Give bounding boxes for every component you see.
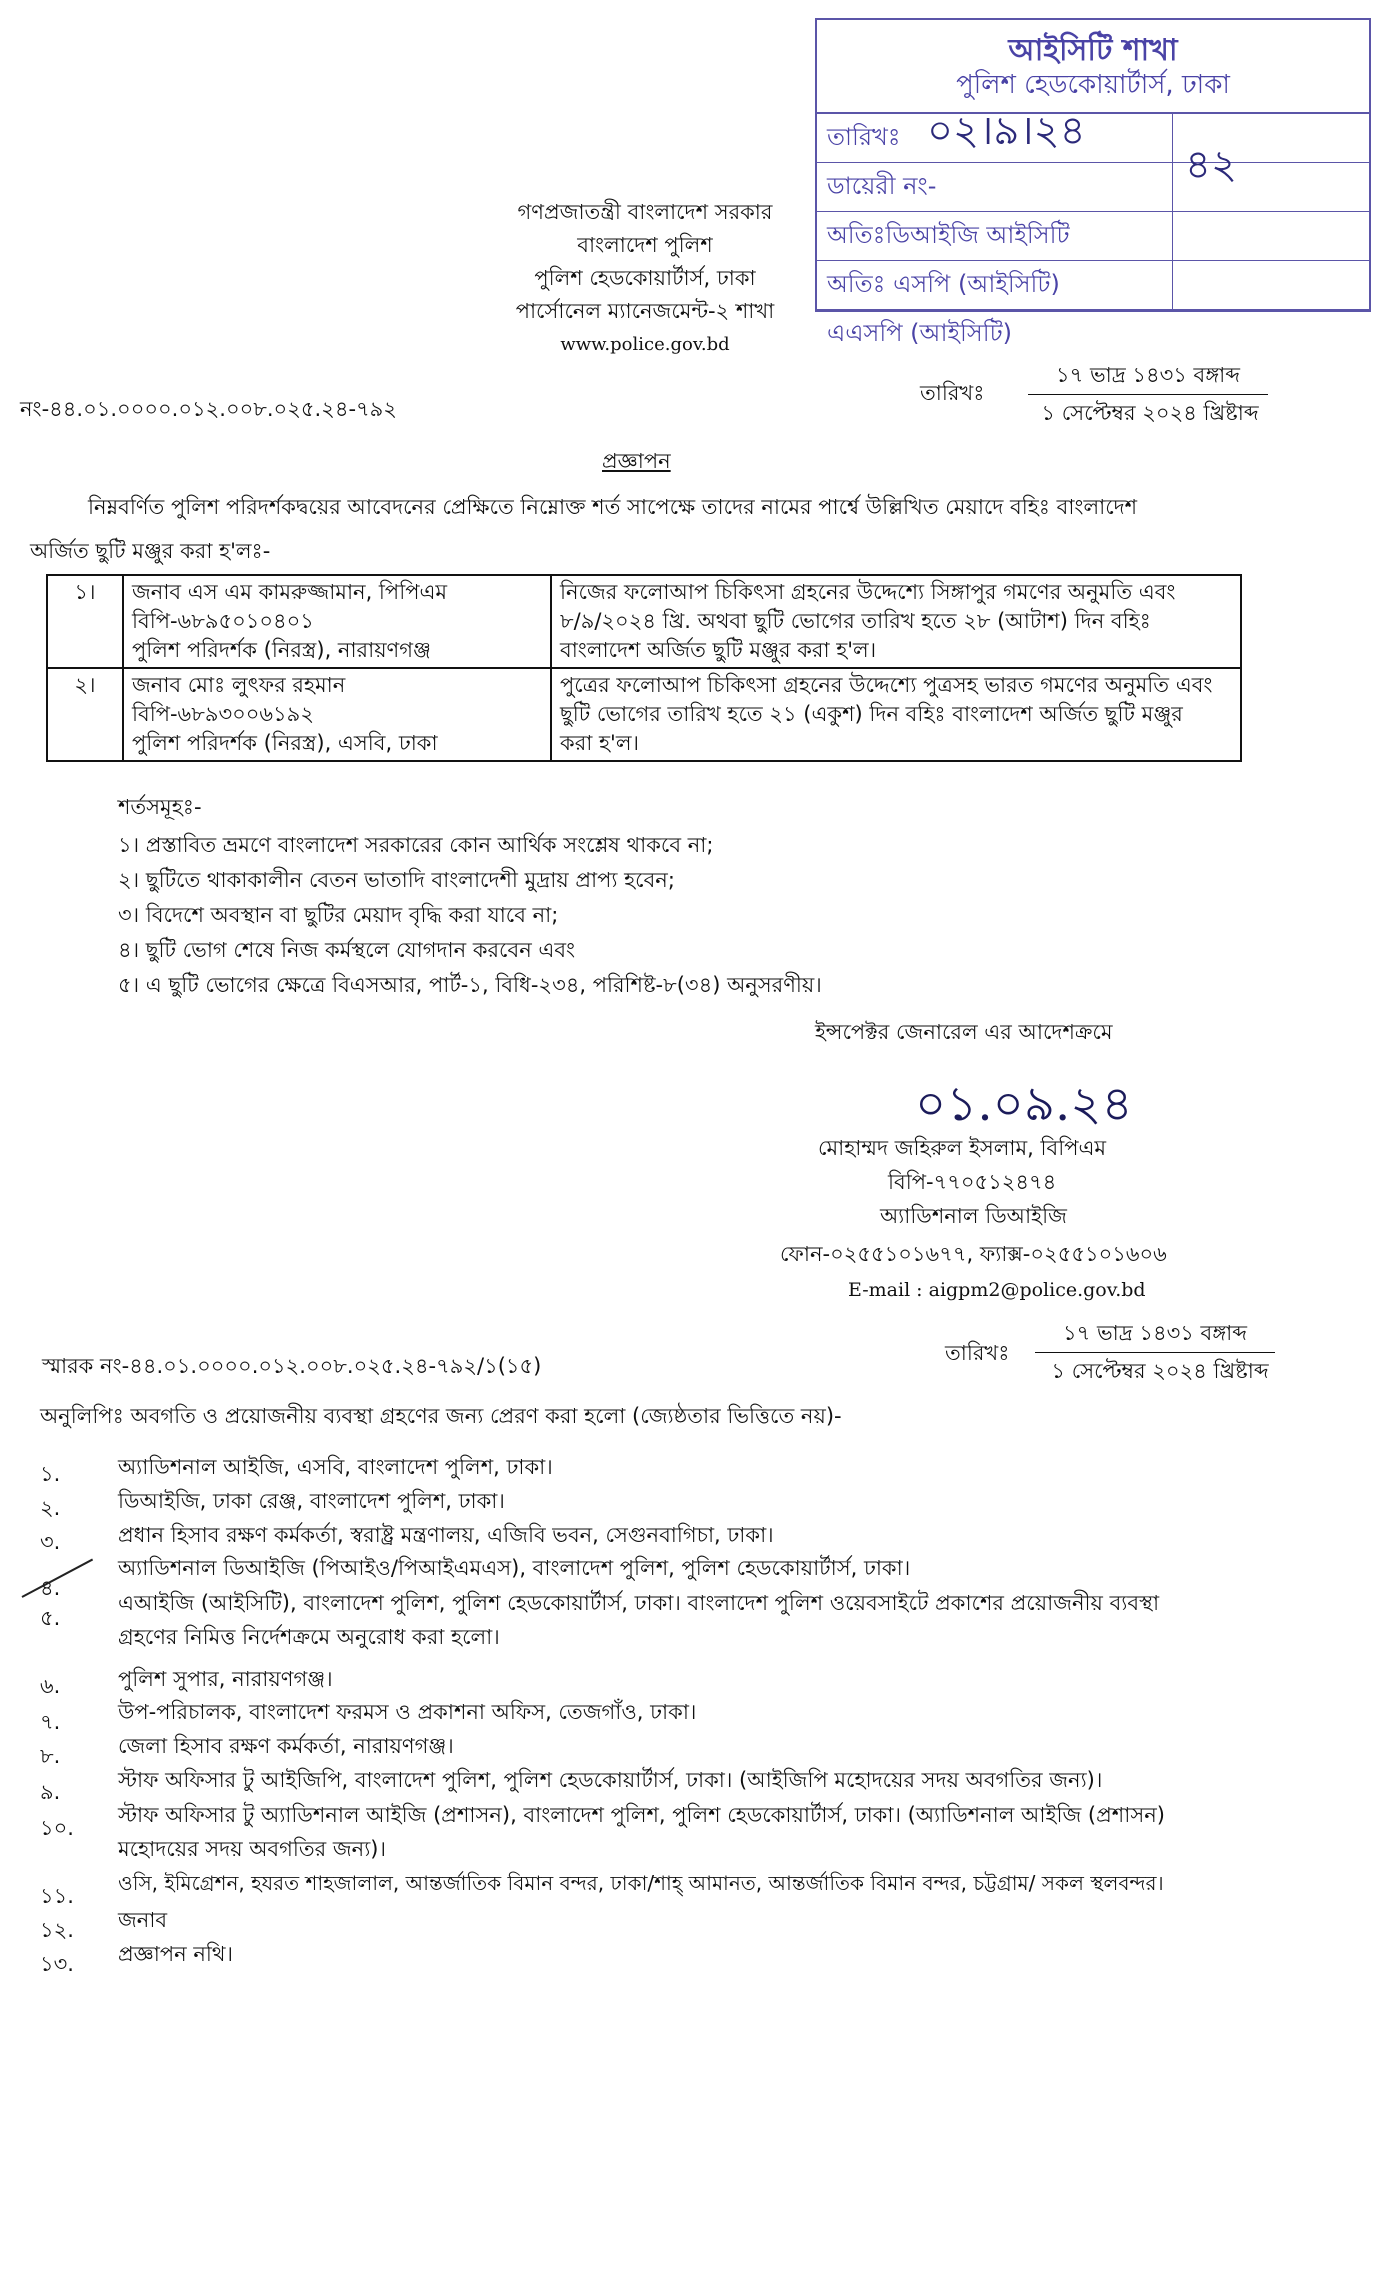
recipient-text-continued: মহোদয়ের সদয় অবগতির জন্য)। xyxy=(118,1837,386,1861)
recipient-number: ১৩. xyxy=(40,1952,74,1976)
recipient-text: জেলা হিসাব রক্ষণ কর্মকর্তা, নারায়ণগঞ্জ। xyxy=(118,1734,454,1758)
signatory-phone-fax: ফোন-০২৫৫১০১৬৭৭, ফ্যাক্স-০২৫৫১০১৬০৬ xyxy=(780,1242,1167,1266)
condition-item: ৩। বিদেশে অবস্থান বা ছুটির মেয়াদ বৃদ্ধি করা যাবে না; xyxy=(118,903,559,927)
govt-header-line4: পার্সোনেল ম্যানেজমেন্ট-২ শাখা xyxy=(515,299,775,323)
stamp-row-label: এএসপি (আইসিটি) xyxy=(827,319,1013,347)
table-cell-serial: ২। xyxy=(47,668,123,761)
officer-bp-number: বিপি-৬৮৯৩০০৬১৯২ xyxy=(132,702,314,726)
govt-header-line2: বাংলাদেশ পুলিশ xyxy=(577,233,713,257)
officer-name: জনাব এস এম কামরুজ্জামান, পিপিএম xyxy=(132,580,448,604)
stamp-title: আইসিটি শাখা xyxy=(1008,33,1178,68)
details-line: বাংলাদেশ অর্জিত ছুটি মঞ্জুর করা হ'ল। xyxy=(560,638,877,662)
recipient-number: ৮. xyxy=(40,1744,61,1768)
copy-memo-date-bangla: ১৭ ভাদ্র ১৪৩১ বঙ্গাব্দ xyxy=(1063,1321,1247,1345)
recipient-text: প্রধান হিসাব রক্ষণ কর্মকর্তা, স্বরাষ্ট্র মন্ত্রণালয়, এজিবি ভবন, সেগুনবাগিচা, ঢাকা। xyxy=(118,1523,774,1547)
govt-header-line1: গণপ্রজাতন্ত্রী বাংলাদেশ সরকার xyxy=(517,200,773,224)
recipient-number: ১২. xyxy=(40,1918,74,1942)
recipient-text: অ্যাডিশনাল ডিআইজি (পিআইও/পিআইএমএস), বাংলাদেশ পুলিশ, পুলিশ হেডকোয়ার্টার্স, ঢাকা। xyxy=(118,1556,911,1580)
table-cell-details xyxy=(551,575,1241,668)
details-line: নিজের ফলোআপ চিকিৎসা গ্রহনের উদ্দেশ্যে সিঙ্গাপুর গমণের অনুমতি এবং xyxy=(560,580,1176,604)
copy-memo-number: স্মারক নং-৪৪.০১.০০০০.০১২.০০৮.০২৫.২৪-৭৯২/১(১৫) xyxy=(42,1354,542,1378)
recipient-text: জনাব xyxy=(118,1908,168,1932)
recipient-number: ১০. xyxy=(40,1816,74,1840)
recipient-number: ২. xyxy=(40,1496,61,1520)
memo-date-gregorian: ১ সেপ্টেম্বর ২০২৪ খ্রিষ্টাব্দ xyxy=(1041,401,1259,425)
stamp-grid xyxy=(817,108,1369,347)
leave-grant-table xyxy=(46,574,1242,762)
details-line: করা হ'ল। xyxy=(560,731,639,755)
memo-number: নং-৪৪.০১.০০০০.০১২.০০৮.০২৫.২৪-৭৯২ xyxy=(20,397,397,421)
recipient-text: অ্যাডিশনাল আইজি, এসবি, বাংলাদেশ পুলিশ, ঢাকা। xyxy=(118,1455,553,1479)
table-cell-officer xyxy=(123,668,551,761)
recipient-number: ১১. xyxy=(40,1884,74,1908)
notice-intro-line2: অর্জিত ছুটি মঞ্জুর করা হ'লঃ- xyxy=(30,539,271,563)
signatory-designation: অ্যাডিশনাল ডিআইজি xyxy=(880,1204,1067,1228)
condition-item: ২। ছুটিতে থাকাকালীন বেতন ভাতাদি বাংলাদেশী মুদ্রায় প্রাপ্য হবেন; xyxy=(118,868,675,892)
recipient-number: ৫. xyxy=(40,1606,61,1630)
memo-date-label: তারিখঃ xyxy=(920,381,985,405)
table-cell-serial: ১। xyxy=(47,575,123,668)
copy-memo-intro: অনুলিপিঃ অবগতি ও প্রয়োজনীয় ব্যবস্থা গ্রহণের জন্য প্রেরণ করা হলো (জ্যেষ্ঠতার ভিত্তিতে নয়)- xyxy=(40,1404,842,1428)
table-row xyxy=(47,575,1241,668)
details-line: ৮/৯/২০২৪ খ্রি. অথবা ছুটি ভোগের তারিখ হতে ২৮ (আটাশ) দিন বহিঃ xyxy=(560,609,1151,633)
stamp-row-label: ডায়েরী নং- xyxy=(827,172,937,200)
copy-memo-date-gregorian: ১ সেপ্টেম্বর ২০২৪ খ্রিষ্টাব্দ xyxy=(1051,1359,1269,1383)
recipient-text-continued: গ্রহণের নিমিত্ত নির্দেশক্রমে অনুরোধ করা হলো। xyxy=(118,1625,500,1649)
details-line: ছুটি ভোগের তারিখ হতে ২১ (একুশ) দিন বহিঃ বাংলাদেশ অর্জিত ছুটি মঞ্জুর xyxy=(560,702,1183,726)
notice-heading: প্রজ্ঞাপন xyxy=(602,449,671,473)
website-link[interactable]: www.police.gov.bd xyxy=(560,334,730,355)
stamp-subtitle: পুলিশ হেডকোয়ার্টার্স, ঢাকা xyxy=(956,70,1230,100)
recipient-number: ৯. xyxy=(40,1780,61,1804)
stamp-row-label: অতিঃ এসপি (আইসিটি) xyxy=(827,270,1060,298)
stamp-row-asp xyxy=(817,310,1369,358)
stamp-row-diary xyxy=(817,163,1369,212)
recipient-text: পুলিশ সুপার, নারায়ণগঞ্জ। xyxy=(118,1667,333,1691)
officer-bp-number: বিপি-৬৮৯৫০১০৪০১ xyxy=(132,609,314,633)
table-cell-details xyxy=(551,668,1241,761)
signatory-name: মোহাম্মদ জহিরুল ইসলাম, বিপিএম xyxy=(818,1136,1107,1160)
stamp-row-addl-sp xyxy=(817,261,1369,310)
conditions-heading: শর্তসমূহঃ- xyxy=(118,795,202,819)
condition-item: ১। প্রস্তাবিত ভ্রমণে বাংলাদেশ সরকারের কোন আর্থিক সংশ্লেষ থাকবে না; xyxy=(118,833,714,857)
condition-item: ৫। এ ছুটি ভোগের ক্ষেত্রে বিএসআর, পার্ট-১, বিধি-২৩৪, পরিশিষ্ট-৮(৩৪) অনুসরণীয়। xyxy=(118,973,822,997)
order-line: ইন্সপেক্টর জেনারেল এর আদেশক্রমে xyxy=(815,1020,1113,1044)
signatory-email[interactable]: E-mail : aigpm2@police.gov.bd xyxy=(848,1279,1146,1301)
recipient-text: এআইজি (আইসিটি), বাংলাদেশ পুলিশ, পুলিশ হেডকোয়ার্টার্স, ঢাকা। বাংলাদেশ পুলিশ ওয়েবসাইটে প্রকাশের প্রয়োজনীয় ব্যবস্থা xyxy=(118,1591,1160,1615)
officer-name: জনাব মোঃ লুৎফর রহমান xyxy=(132,673,346,697)
recipient-number: ১. xyxy=(40,1462,61,1486)
memo-date-bangla: ১৭ ভাদ্র ১৪৩১ বঙ্গাব্দ xyxy=(1056,363,1240,387)
recipient-text: ডিআইজি, ঢাকা রেঞ্জ, বাংলাদেশ পুলিশ, ঢাকা। xyxy=(118,1489,505,1513)
recipient-text: স্টাফ অফিসার টু আইজিপি, বাংলাদেশ পুলিশ, পুলিশ হেডকোয়ার্টার্স, ঢাকা। (আইজিপি মহোদয়ের সদয় অবগতির জন্য)। xyxy=(118,1768,1103,1792)
stamp-handwritten-date: ০২।৯।২৪ xyxy=(927,108,1086,154)
recipient-number: ৪. xyxy=(40,1576,61,1600)
notice-intro-line1: নিম্নবর্ণিত পুলিশ পরিদর্শকদ্বয়ের আবেদনের প্রেক্ষিতে নিম্নোক্ত শর্ত সাপেক্ষে তাদের নামের পার্শ্বে উল্লিখিত মেয়াদে বহিঃ বাংলাদেশ xyxy=(88,495,1138,519)
ict-received-stamp xyxy=(815,18,1371,347)
govt-header-line3: পুলিশ হেডকোয়ার্টার্স, ঢাকা xyxy=(534,266,756,290)
stamp-row-label: অতিঃডিআইজি আইসিটি xyxy=(827,221,1070,249)
table-row xyxy=(47,668,1241,761)
stamp-row-label: তারিখঃ xyxy=(827,123,901,151)
recipient-text: স্টাফ অফিসার টু অ্যাডিশনাল আইজি (প্রশাসন), বাংলাদেশ পুলিশ, পুলিশ হেডকোয়ার্টার্স, ঢাকা। (অ্যাডিশনাল আইজি (প্রশাসন) xyxy=(118,1803,1165,1827)
copy-memo-date-label: তারিখঃ xyxy=(945,1341,1010,1365)
details-line: পুত্রের ফলোআপ চিকিৎসা গ্রহনের উদ্দেশ্যে পুত্রসহ ভারত গমণের অনুমতি এবং xyxy=(560,673,1213,697)
officer-post: পুলিশ পরিদর্শক (নিরস্ত্র), এসবি, ঢাকা xyxy=(132,731,438,755)
recipient-text: প্রজ্ঞাপন নথি। xyxy=(118,1942,233,1966)
recipient-number: ৬. xyxy=(40,1674,61,1698)
recipient-text: উপ-পরিচালক, বাংলাদেশ ফরমস ও প্রকাশনা অফিস, তেজগাঁও, ঢাকা। xyxy=(118,1700,697,1724)
stamp-handwritten-mark: ৪২ xyxy=(1185,142,1237,188)
recipient-number: ৩. xyxy=(40,1530,61,1554)
recipient-number: ৭. xyxy=(40,1710,61,1734)
signatory-bp-number: বিপি-৭৭০৫১২৪৭৪ xyxy=(888,1170,1057,1194)
table-cell-officer xyxy=(123,575,551,668)
recipient-text: ওসি, ইমিগ্রেশন, হযরত শাহজালাল, আন্তর্জাতিক বিমান বন্দর, ঢাকা/শাহ্ আমানত, আন্তর্জাতিক বিমান বন্দর, চট্টগ্রাম/ সকল স্থলবন্দর। xyxy=(118,1871,1164,1895)
officer-post: পুলিশ পরিদর্শক (নিরস্ত্র), নারায়ণগঞ্জ xyxy=(132,638,431,662)
handwritten-signature: ০১.০৯.২৪ xyxy=(915,1076,1133,1132)
stamp-row-addl-dig xyxy=(817,212,1369,261)
condition-item: ৪। ছুটি ভোগ শেষে নিজ কর্মস্থলে যোগদান করবেন এবং xyxy=(118,938,576,962)
